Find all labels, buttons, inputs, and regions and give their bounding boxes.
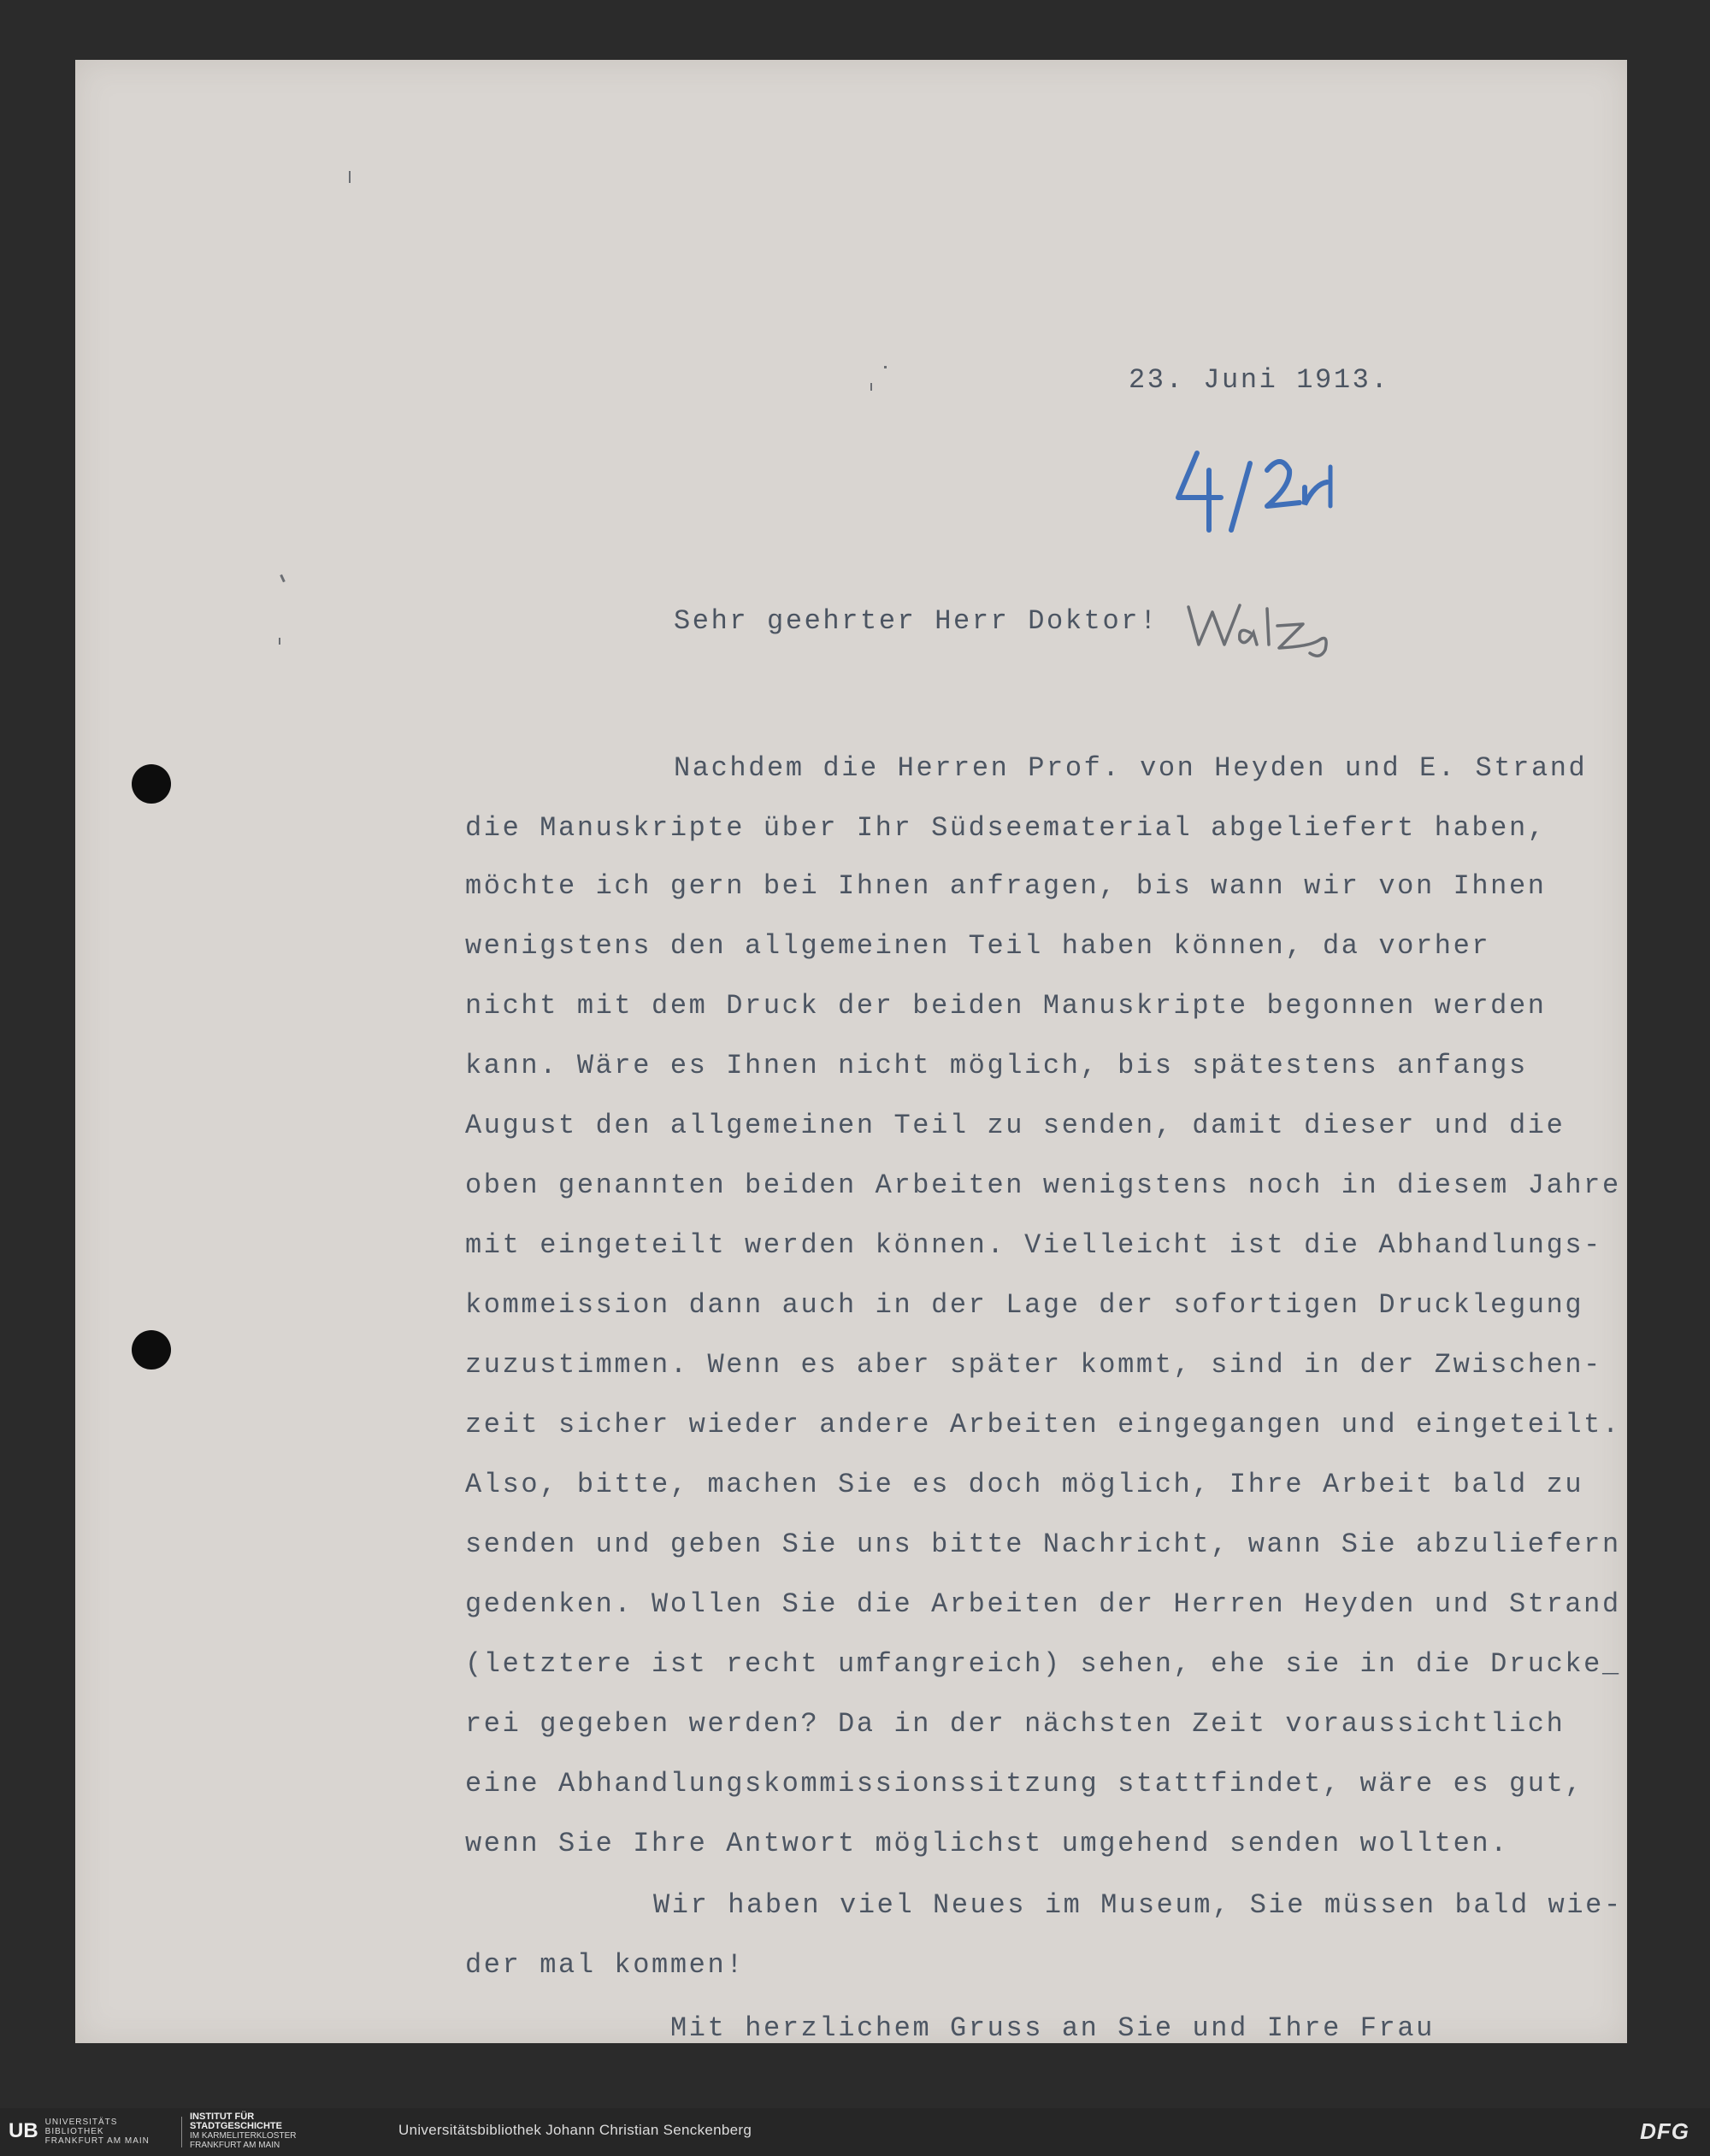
- body-line: (letztere ist recht umfangreich) sehen, ehe sie in die Drucke_: [465, 1648, 1621, 1680]
- handwritten-reference-note: [1171, 445, 1351, 539]
- closing-line: Mit herzlichem Gruss an Sie und Ihre Frau: [670, 2012, 1435, 2044]
- body-line: Nachdem die Herren Prof. von Heyden und E. Strand: [674, 752, 1588, 784]
- ub-logo-text: BIBLIOTHEK: [44, 2126, 104, 2136]
- body-line: kann. Wäre es Ihnen nicht möglich, bis spätestens anfangs: [465, 1050, 1528, 1081]
- body-line: eine Abhandlungskommissionssitzung stattfindet, wäre es gut,: [465, 1768, 1584, 1800]
- footer-divider: [181, 2117, 182, 2147]
- body-line: zeit sicher wieder andere Arbeiten eingegangen und eingeteilt.: [465, 1409, 1621, 1440]
- body-line: August den allgemeinen Teil zu senden, damit dieser und die: [465, 1110, 1566, 1141]
- body-line: Wir haben viel Neues im Museum, Sie müssen bald wie-: [653, 1889, 1623, 1921]
- ub-logo-text: UNIVERSITÄTS: [44, 2117, 118, 2127]
- institute-logo-text: FRANKFURT AM MAIN: [190, 2141, 280, 2150]
- institute-logo-text: IM KARMELITERKLOSTER: [190, 2131, 297, 2141]
- body-line: die Manuskripte über Ihr Südseematerial abgeliefert haben,: [465, 812, 1547, 844]
- salutation: Sehr geehrter Herr Doktor!: [674, 605, 1159, 637]
- body-line: Also, bitte, machen Sie es doch möglich, Ihre Arbeit bald zu: [465, 1469, 1584, 1500]
- body-line: rei gegeben werden? Da in der nächsten Zeit voraussichtlich: [465, 1708, 1566, 1740]
- body-line: gedenken. Wollen Sie die Arbeiten der Herren Heyden und Strand: [465, 1588, 1621, 1620]
- dfg-logo: DFG: [1640, 2118, 1689, 2144]
- body-line: nicht mit dem Druck der beiden Manuskripte begonnen werden: [465, 990, 1547, 1022]
- typed-text: [75, 60, 1627, 2043]
- body-line: wenn Sie Ihre Antwort möglichst umgehend senden wollten.: [465, 1828, 1509, 1859]
- ub-logo-mark: UB: [9, 2119, 38, 2142]
- handwritten-initials: [1183, 600, 1337, 660]
- body-line: oben genannten beiden Arbeiten wenigstens noch in diesem Jahre: [465, 1169, 1621, 1201]
- ub-logo-text: FRANKFURT AM MAIN: [44, 2135, 150, 2146]
- body-line: der mal kommen!: [465, 1949, 746, 1981]
- institute-logo-text: INSTITUT FÜR: [190, 2112, 255, 2122]
- ub-logo: [9, 2117, 150, 2146]
- institute-logo: [190, 2112, 297, 2150]
- library-name: Universitätsbibliothek Johann Christian Senckenberg: [398, 2122, 752, 2138]
- body-line: kommeission dann auch in der Lage der sofortigen Drucklegung: [465, 1289, 1584, 1321]
- body-line: wenigstens den allgemeinen Teil haben können, da vorher: [465, 930, 1491, 962]
- body-line: zuzustimmen. Wenn es aber später kommt, sind in der Zwischen-: [465, 1349, 1602, 1381]
- letter-date: 23. Juni 1913.: [1129, 364, 1390, 396]
- institute-logo-text: STADTGESCHICHTE: [190, 2121, 282, 2131]
- footer-bar: [0, 2108, 1710, 2156]
- body-line: mit eingeteilt werden können. Vielleicht ist die Abhandlungs-: [465, 1229, 1602, 1261]
- letter-page: [75, 60, 1627, 2043]
- body-line: möchte ich gern bei Ihnen anfragen, bis wann wir von Ihnen: [465, 870, 1547, 902]
- body-line: senden und geben Sie uns bitte Nachricht, wann Sie abzuliefern: [465, 1529, 1621, 1560]
